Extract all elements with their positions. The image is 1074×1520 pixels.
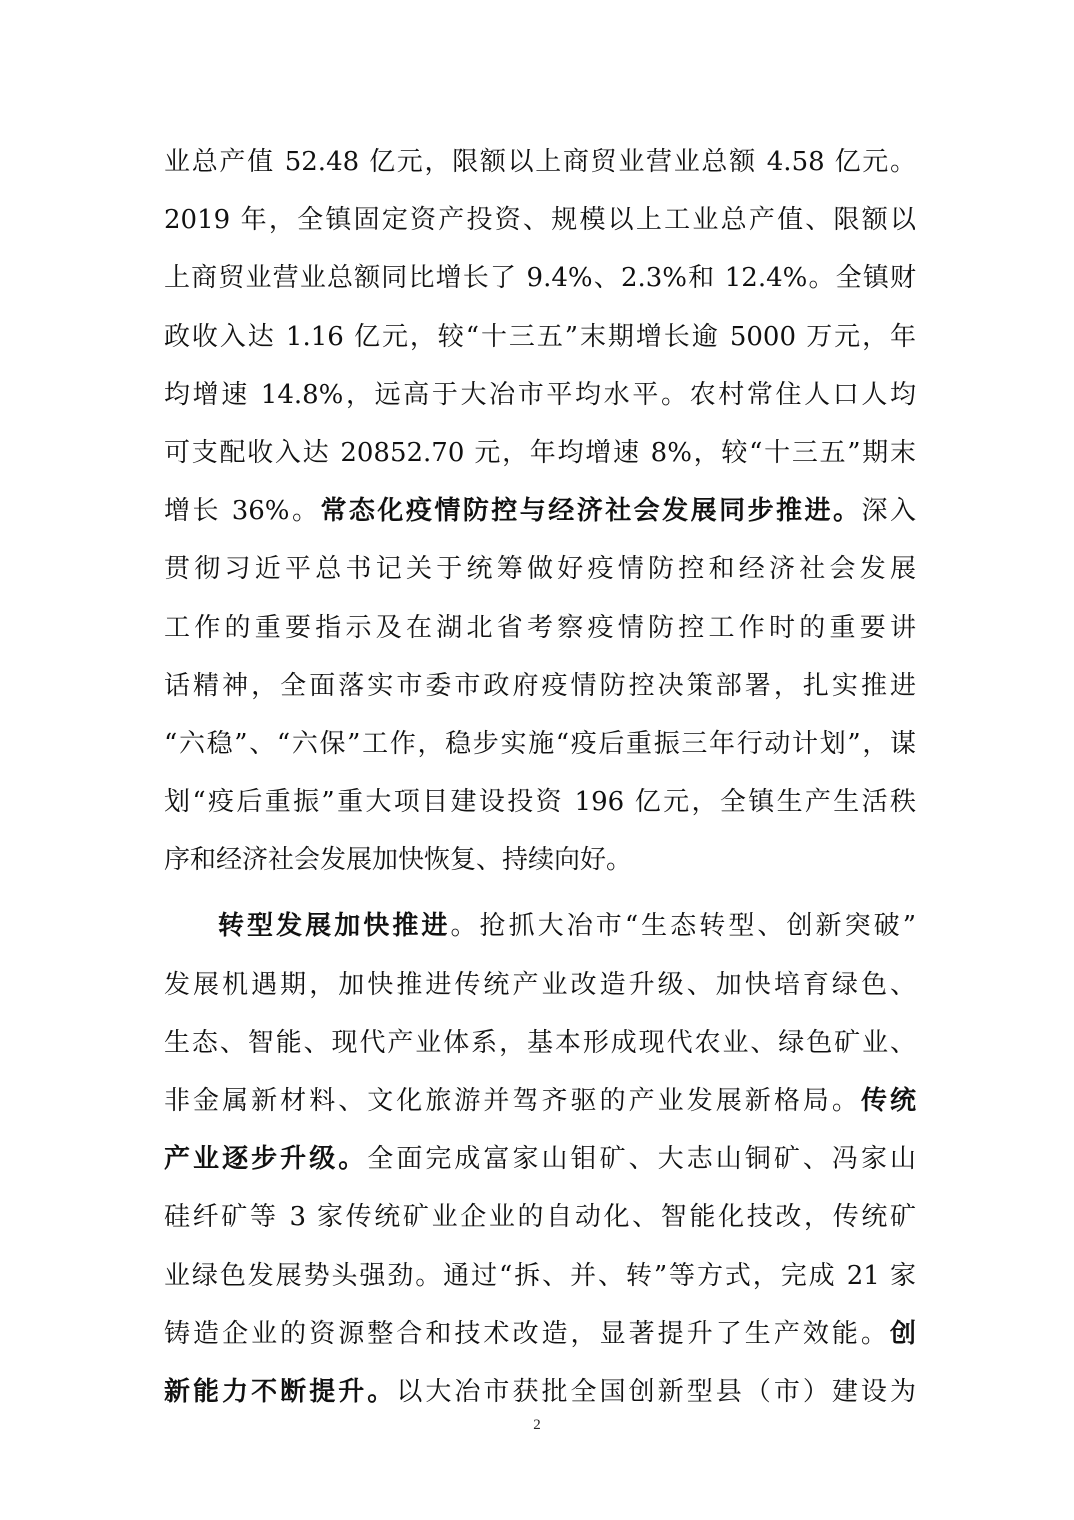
- text-line: [164, 1014, 916, 1072]
- text-segment: 贯彻习近平总书记关于统筹做好疫情防控和经济社会发展: [164, 554, 916, 585]
- text-segment: 政收入达 1.16 亿元，较“十三五”末期增长逾 5000 万元，年: [164, 321, 916, 352]
- text-segment: 2019 年，全镇固定资产投资、规模以上工业总产值、限额以: [164, 205, 916, 236]
- text-line: [164, 657, 916, 715]
- text-line: [164, 482, 916, 540]
- text-line: [164, 773, 916, 831]
- text-line: [164, 956, 916, 1014]
- bold-heading-text: 转型发展加快推进: [218, 911, 451, 942]
- body-text: [164, 133, 916, 1421]
- text-line: [164, 191, 916, 249]
- text-line: [164, 249, 916, 307]
- text-segment: “六稳”、“六保”工作，稳步实施“疫后重振三年行动计划”，谋: [164, 728, 916, 759]
- text-line: [164, 366, 916, 424]
- text-segment: 全面完成富家山钼矿、大志山铜矿、冯家山: [367, 1144, 916, 1175]
- text-line: [164, 1130, 916, 1188]
- text-segment: 发展机遇期，加快推进传统产业改造升级、加快培育绿色、: [164, 969, 916, 1000]
- text-line: [164, 1363, 916, 1421]
- text-line: [164, 133, 916, 191]
- text-line: [164, 1072, 916, 1130]
- text-segment: 话精神，全面落实市委市政府疫情防控决策部署，扎实推进: [164, 670, 916, 701]
- text-segment: 均增速 14.8%，远高于大冶市平均水平。农村常住人口人均: [164, 379, 916, 410]
- text-line: [164, 897, 916, 955]
- text-line: [164, 831, 916, 889]
- text-segment: 深入: [861, 496, 916, 527]
- text-segment: 上商贸业营业总额同比增长了 9.4%、2.3%和 12.4%。全镇财: [164, 263, 916, 294]
- text-segment: 增长 36%。: [164, 496, 321, 527]
- text-line: [164, 424, 916, 482]
- text-segment: 划“疫后重振”重大项目建设投资 196 亿元，全镇生产生活秩: [164, 787, 916, 818]
- text-line: [164, 540, 916, 598]
- text-segment: 工作的重要指示及在湖北省考察疫情防控工作时的重要讲: [164, 612, 916, 643]
- paragraph-gap: [164, 889, 916, 897]
- text-segment: 以大冶市获批全国创新型县（市）建设为: [396, 1376, 916, 1407]
- text-segment: 可支配收入达 20852.70 元，年均增速 8%，较“十三五”期末: [164, 437, 916, 468]
- bold-heading-text: 新能力不断提升。: [164, 1376, 397, 1407]
- page-number: 2: [533, 1417, 541, 1433]
- text-segment: 序和经济社会发展加快恢复、持续向好。: [164, 845, 633, 876]
- text-segment: 业绿色发展势头强劲。通过“拆、并、转”等方式，完成 21 家: [164, 1260, 916, 1291]
- text-line: [164, 1247, 916, 1305]
- text-line: [164, 599, 916, 657]
- bold-heading-text: 创: [889, 1318, 916, 1349]
- text-segment: 业总产值 52.48 亿元，限额以上商贸业营业总额 4.58 亿元。: [164, 147, 916, 177]
- text-segment: 生态、智能、现代产业体系，基本形成现代农业、绿色矿业、: [164, 1027, 916, 1058]
- text-segment: 。抢抓大冶市“生态转型、创新突破”: [450, 911, 916, 942]
- text-segment: 铸造企业的资源整合和技术改造，显著提升了生产效能。: [164, 1318, 890, 1349]
- bold-heading-text: 传统: [860, 1086, 916, 1116]
- paragraph: [164, 133, 916, 889]
- text-line: [164, 308, 916, 366]
- text-line: [164, 715, 916, 773]
- bold-heading-text: 常态化疫情防控与经济社会发展同步推进。: [320, 496, 862, 527]
- text-segment: 非金属新材料、文化旅游并驾齐驱的产业发展新格局。: [164, 1086, 861, 1116]
- paragraph: [164, 897, 916, 1421]
- text-line: [164, 1305, 916, 1363]
- text-segment: 硅纤矿等 3 家传统矿业企业的自动化、智能化技改，传统矿: [164, 1202, 916, 1233]
- text-line: [164, 1188, 916, 1246]
- bold-heading-text: 产业逐步升级。: [164, 1144, 368, 1175]
